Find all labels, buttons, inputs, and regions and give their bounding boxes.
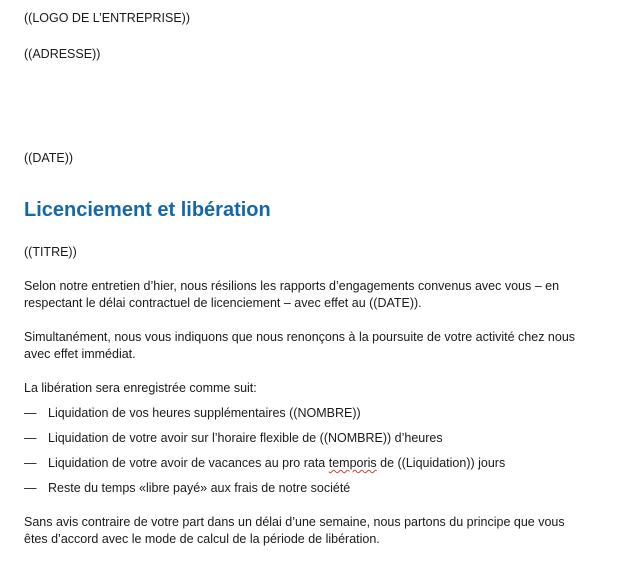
- list-item-text: Liquidation de vos heures supplémentaires ((NOMBRE)): [48, 406, 361, 420]
- subject-placeholder: ((TITRE)): [24, 245, 77, 259]
- list-item: [24, 455, 596, 472]
- document-title: Licenciement et libération: [24, 199, 271, 221]
- address-placeholder: ((ADRESSE)): [24, 47, 101, 61]
- date-placeholder: ((DATE)): [24, 151, 74, 165]
- dash-bullet: —: [24, 481, 37, 495]
- list-item: [24, 430, 596, 447]
- paragraph-list-intro: La libération sera enregistrée comme suit:: [24, 381, 257, 395]
- list-item: [24, 405, 596, 422]
- spellcheck-flagged-word[interactable]: temporis: [328, 456, 377, 470]
- list-item-text: Liquidation de votre avoir sur l’horaire flexible de ((NOMBRE)) d’heures: [48, 431, 443, 445]
- paragraph-termination: Selon notre entretien d’hier, nous résilions les rapports d’engagements convenus avec vous – en respectant le délai contractuel de licenciement – avec effet au ((DATE)).: [24, 279, 560, 310]
- list-item: [24, 480, 596, 497]
- company-logo-placeholder: ((LOGO DE L’ENTREPRISE)): [24, 11, 190, 25]
- paragraph-closing: Sans avis contraire de votre part dans un délai d’une semaine, nous partons du principe que vous êtes d’accord avec le mode de calcul de la période de libération.: [24, 515, 565, 546]
- list-item-text: [48, 455, 505, 472]
- dash-bullet: —: [24, 431, 37, 445]
- dash-bullet: —: [24, 456, 37, 470]
- list-item-text: Reste du temps «libre payé» aux frais de notre société: [48, 481, 351, 495]
- list-item-text-before: Liquidation de votre avoir de vacances au pro rata: [48, 456, 329, 470]
- list-item-text-after: de ((Liquidation)) jours: [376, 456, 506, 470]
- dash-bullet: —: [24, 406, 37, 420]
- paragraph-release: Simultanément, nous vous indiquons que nous renonçons à la poursuite de votre activité chez nous avec effet immédiat.: [24, 330, 576, 361]
